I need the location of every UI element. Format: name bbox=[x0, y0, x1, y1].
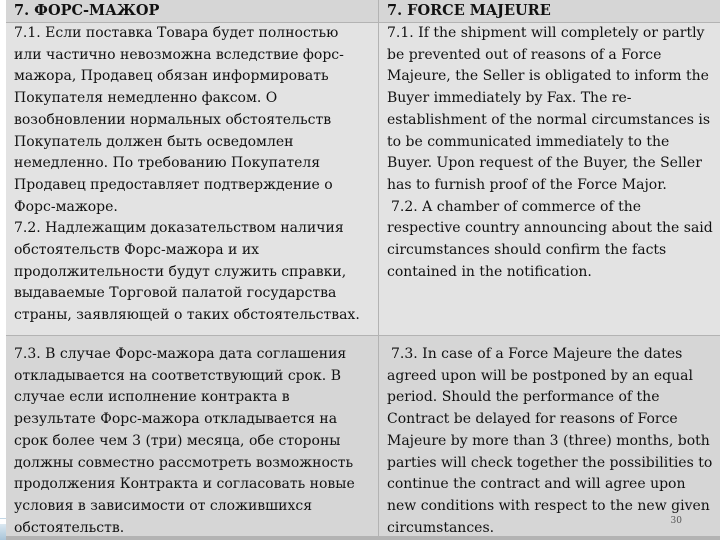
ru-title: 7. ФОРС-МАЖОР bbox=[6, 0, 378, 22]
ru-section-7-1-7-2 bbox=[6, 23, 378, 335]
en-title: 7. FORCE MAJEURE bbox=[379, 0, 720, 22]
ru-section-7-3 bbox=[6, 336, 378, 536]
en-clause-7-3: 7.3. In case of a Force Majeure the dates agreed upon will be postponed by an equal period. Should the performance of the Contract be delayed for reasons of Force Majeure by more than 3 (three) months, both parties will check together the possibilities to continue the contract and will agree upon new conditions with respect to the new given circumstances. bbox=[387, 346, 713, 536]
ru-clause-7-2: 7.2. Надлежащим доказательством наличия обстоятельств Форс-мажора и их продолжительности будут служить справки, выдаваемые Торговой палатой государства страны, заявляющей о таких обстоятельствах. bbox=[14, 220, 360, 324]
contract-table bbox=[6, 0, 720, 540]
ru-clause-7-3: 7.3. В случае Форс-мажора дата соглашения откладывается на соответствующий срок. В случае если исполнение контракта в результате Форс-мажора откладывается на срок более чем 3 (три) месяца, обе стороны должны совместно рассмотреть возможность продолжения Контракта и согласовать новые условия в зависимости от сложившихся обстоятельств. bbox=[14, 346, 355, 536]
page-number: 30 bbox=[670, 516, 682, 526]
en-clause-7-2: 7.2. A chamber of commerce of the respective country announcing about the said circumstances should confirm the facts contained in the notification. bbox=[387, 198, 713, 280]
en-section-7-1-7-2 bbox=[379, 23, 720, 335]
ru-clause-7-1: 7.1. Если поставка Товара будет полностью или частично невозможна вследствие форс-мажора, Продавец обязан информировать Покупателя немедленно факсом. О возобновлении нормальных обстоятельств Покупатель должен быть осведомлен немедленно. По требованию Покупателя Продавец предоставляет подтверждение о Форс-мажоре. bbox=[14, 25, 344, 215]
en-section-7-3 bbox=[379, 336, 720, 536]
en-clause-7-1: 7.1. If the shipment will completely or partly be prevented out of reasons of a Force Majeure, the Seller is obligated to inform the Buyer immediately by Fax. The re-establishment of the normal circumstances is to be communicated immediately to the Buyer. Upon request of the Buyer, the Seller has to furnish proof of the Force Major. bbox=[387, 25, 711, 193]
